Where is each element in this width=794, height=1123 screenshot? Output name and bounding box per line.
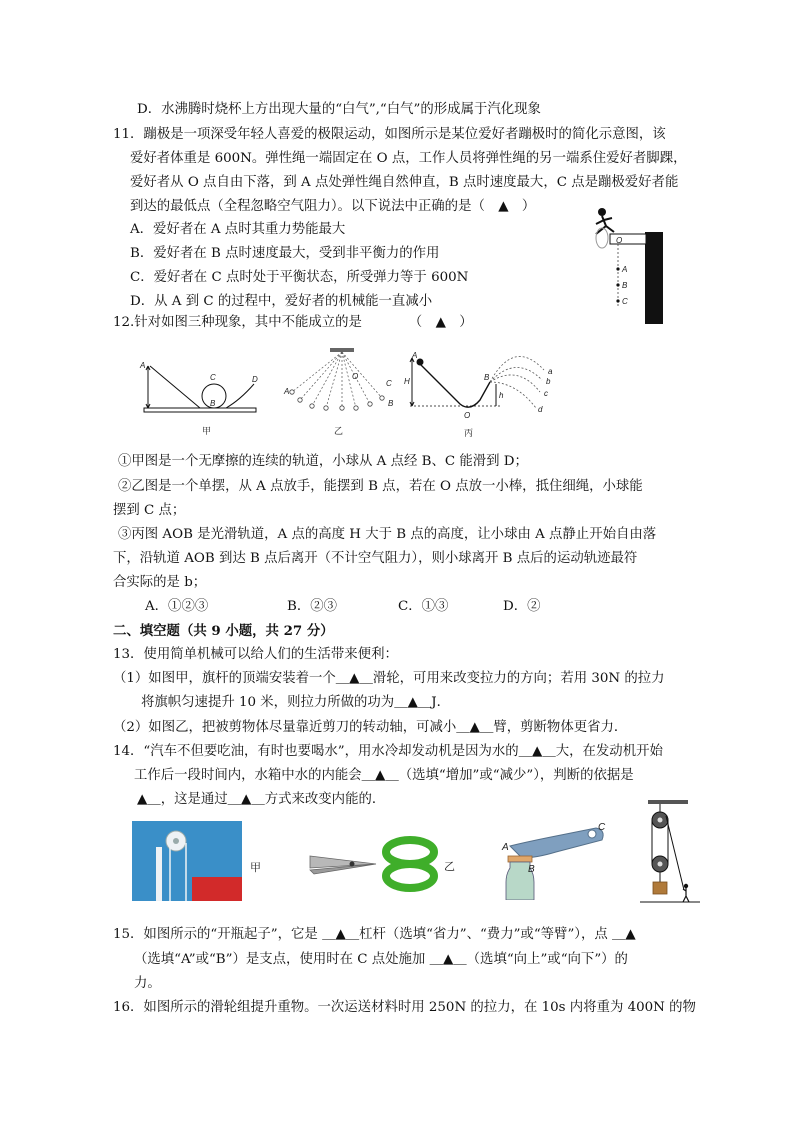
q10-option-d: D．水沸腾时烧杯上方出现大量的“白气”,“白气”的形成属于汽化现象 — [137, 102, 541, 117]
jumper-head — [598, 208, 606, 216]
pulley-axle — [173, 838, 179, 844]
pulley-block-figure — [640, 798, 702, 906]
worker-head — [684, 884, 688, 888]
jia-caption: 甲 — [202, 427, 212, 436]
figure-bing-track — [404, 348, 560, 440]
figure-yi-label: 乙 — [444, 860, 455, 873]
q12-option-c: C．①③ — [398, 599, 449, 614]
q12-statement-3c: 合实际的是 b； — [113, 575, 207, 590]
bing-label-a: A — [412, 351, 418, 360]
pendulum-ceiling — [330, 348, 354, 352]
blade-upper — [310, 856, 376, 868]
label-c: C — [622, 297, 628, 306]
opener-hole — [588, 830, 596, 838]
bing-caption: 丙 — [464, 429, 474, 439]
trajectories — [490, 357, 544, 408]
q12-statement-2a: ②乙图是一个单摆，从 A 点放手，能摆到 B 点，若在 O 点放一小棒，抵住细绳，小球能 — [118, 479, 643, 494]
q11-option-b: B．爱好者在 B 点时速度最大，受到非平衡力的作用 — [130, 246, 440, 261]
figure-jia-label: 甲 — [250, 861, 261, 874]
q12-option-a: A．①②③ — [145, 599, 209, 614]
q15-line2: （选填“A”或“B”）是支点，使用时在 C 点处施加 ＿▲＿（选填“向上”或“向下”）的 — [134, 952, 628, 967]
load-box — [653, 882, 667, 894]
pendulum-strings — [292, 352, 382, 408]
q11-stem-line1: 11．蹦极是一项深受年轻人喜爱的极限运动，如图所示是某位爱好者蹦极时的简化示意图，该 — [113, 127, 666, 142]
bungee-cord-coil — [596, 228, 608, 248]
track-aob — [420, 364, 490, 407]
ground-plate — [144, 408, 256, 412]
q15-line3: 力。 — [134, 976, 161, 991]
bing-label-h-small: h — [499, 391, 504, 400]
yi-label-o: O — [352, 372, 359, 381]
flag-red — [192, 877, 242, 901]
yi-label-c: C — [386, 379, 392, 388]
q11-stem-line3: 爱好者从 O 点自由下落，到 A 点处弹性绳自然伸直，B 点时速度最大，C 点是蹦极爱好者能 — [130, 175, 679, 190]
yi-label-b: B — [388, 399, 394, 408]
q12-statement-3b: 下，沿轨道 AOB 到达 B 点后离开（不计空气阻力），则小球离开 B 点后的运动轨迹最符 — [113, 551, 638, 566]
figure-jia-track — [136, 352, 268, 436]
scissors-pivot — [350, 862, 355, 867]
bing-label-b-traj: b — [546, 377, 551, 386]
pulley-ceiling — [648, 800, 688, 804]
track-slope — [150, 366, 200, 408]
q14-line1: 14．“汽车不但要吃油，有时也要喝水”，用水冷却发动机是因为水的＿▲＿大，在发动机开始 — [113, 744, 663, 759]
bottle-cap — [508, 856, 532, 862]
label-a: A — [622, 265, 628, 274]
handle-lower — [386, 864, 434, 888]
bing-label-c-traj: c — [544, 389, 548, 398]
bottle-opener-figure — [496, 818, 612, 900]
jumper-body — [596, 216, 614, 234]
movable-pulley-axle — [658, 862, 663, 867]
q12-statement-1: ①甲图是一个无摩擦的连续的轨道，小球从 A 点经 B、C 能滑到 D； — [118, 454, 528, 469]
label-o: O — [616, 236, 623, 245]
bungee-figure — [588, 204, 668, 326]
jia-label-b: B — [210, 399, 216, 408]
q11-option-d: D．从 A 到 C 的过程中，爱好者的机械能一直减小 — [130, 294, 433, 309]
q14-line3: ▲＿，这是通过＿▲＿方式来改变内能的． — [137, 792, 386, 807]
bing-label-h-big: H — [404, 377, 410, 386]
point-a-marker — [616, 267, 619, 270]
pull-rope — [666, 816, 684, 890]
q12-option-b: B．②③ — [287, 599, 338, 614]
opener-label-b: B — [528, 864, 535, 875]
track-exit — [226, 384, 254, 408]
flagpole-pulley-photo — [132, 821, 272, 903]
scissors-figure — [306, 834, 458, 894]
bing-label-a-traj: a — [548, 367, 553, 376]
section-2-heading: 二、填空题（共 9 小题，共 27 分） — [113, 623, 334, 639]
q14-line2: 工作后一段时间内，水箱中水的内能会＿▲＿（选填“增加”或“减少”），判断的依据是 — [134, 768, 634, 783]
bing-label-o: O — [464, 411, 471, 420]
fixed-pulley-axle — [658, 818, 663, 823]
point-b-marker — [616, 283, 619, 286]
q13-part1-line1: （1）如图甲，旗杆的顶端安装着一个＿▲＿滑轮，可用来改变拉力的方向；若用 30N 的拉力 — [113, 671, 665, 686]
q13-part1-line2: 将旗帜匀速提升 10 米，则拉力所做的功为＿▲＿J． — [141, 695, 451, 710]
q11-option-a: A．爱好者在 A 点时其重力势能最大 — [130, 222, 346, 237]
yi-caption: 乙 — [334, 427, 344, 437]
jia-label-c: C — [210, 373, 216, 382]
jia-label-a: A — [140, 361, 146, 370]
opener-label-a: A — [502, 842, 509, 853]
opener-label-c: C — [598, 822, 606, 833]
q12-option-d: D．② — [503, 599, 541, 614]
pendulum-balls — [290, 390, 384, 410]
q16-line1: 16．如图所示的滑轮组提升重物。一次运送材料时用 250N 的拉力，在 10s 内将重为 400N 的物 — [113, 1000, 696, 1015]
q13-stem: 13．使用简单机械可以给人们的生活带来便利： — [113, 647, 398, 662]
worker-body — [683, 888, 689, 902]
figure-yi-pendulum — [282, 346, 400, 438]
bing-label-b: B — [484, 373, 490, 382]
yi-label-a: A — [284, 387, 290, 396]
q11-stem-line2: 爱好者体重是 600N。弹性绳一端固定在 O 点，工作人员将弹性绳的另一端系住爱好者脚踝， — [130, 151, 687, 166]
cliff-wall — [645, 232, 663, 324]
bing-label-d-traj: d — [538, 405, 543, 414]
q12-statement-2b: 摆到 C 点； — [113, 503, 186, 518]
jia-label-d: D — [252, 375, 258, 384]
flag-pole — [156, 847, 162, 901]
point-c-marker — [616, 299, 619, 302]
q11-option-c: C．爱好者在 C 点时处于平衡状态，所受弹力等于 600N — [130, 270, 469, 285]
q15-line1: 15．如图所示的“开瓶起子”，它是 ＿▲＿杠杆（选填“省力”、“费力”或“等臂”），点 ＿▲ — [113, 927, 636, 942]
q13-part2: （2）如图乙，把被剪物体尽量靠近剪刀的转动轴，可减小＿▲＿臂，剪断物体更省力． — [113, 720, 628, 735]
label-b: B — [622, 281, 628, 290]
q12-statement-3a: ③丙图 AOB 是光滑轨道，A 点的高度 H 大于 B 点的高度，让小球由 A 点静止开始自由落 — [118, 527, 657, 542]
q11-stem-line4: 到达的最低点（全程忽略空气阻力）。以下说法中正确的是（ ▲ ） — [130, 199, 536, 214]
q12-stem: 12.针对如图三种现象，其中不能成立的是 （ ▲ ） — [113, 315, 473, 330]
